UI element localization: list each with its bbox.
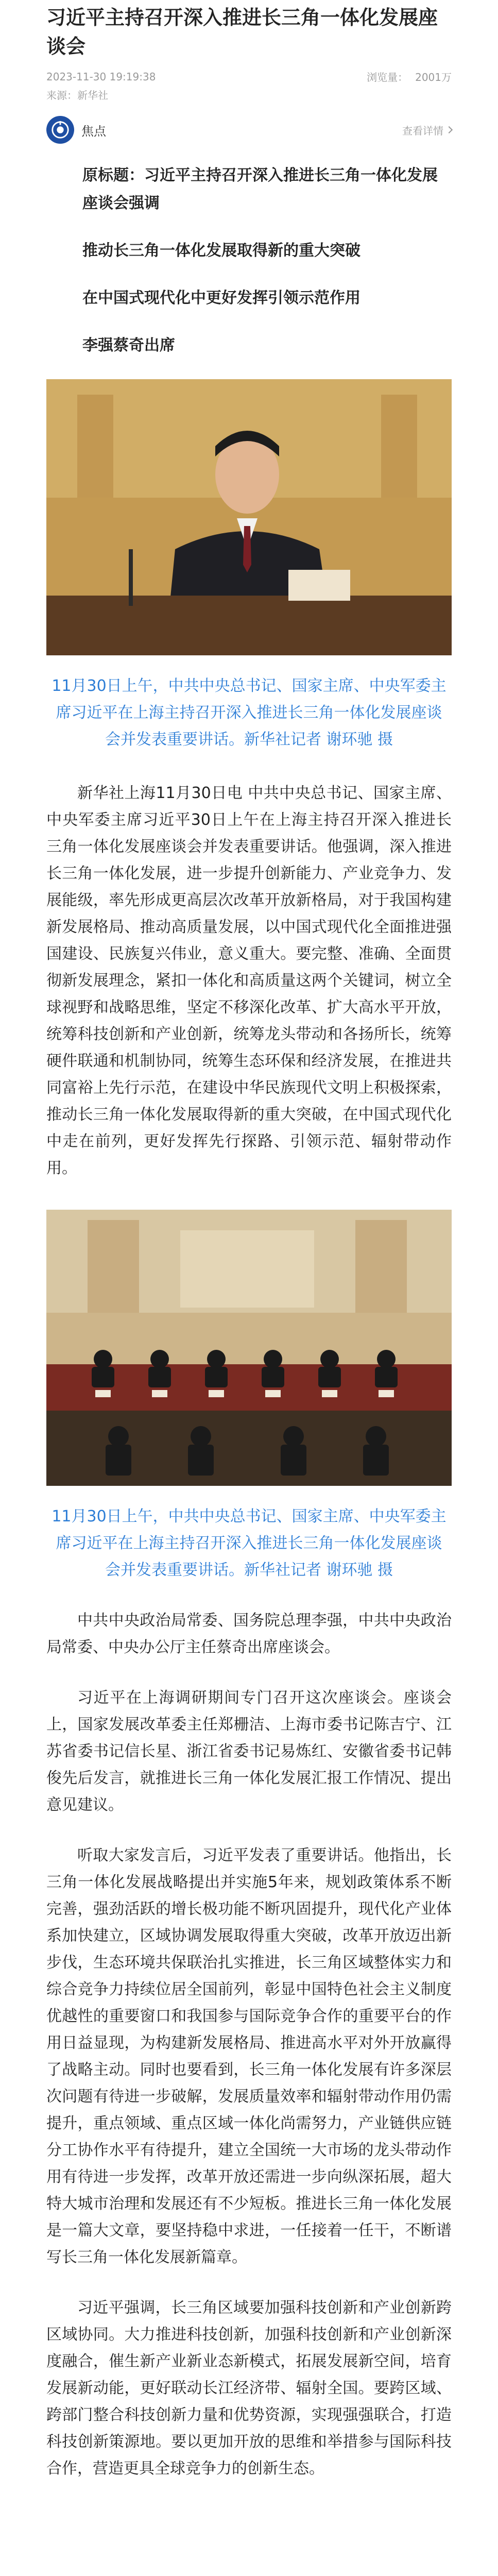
body-paragraph: 习近平在上海调研期间专门召开这次座谈会。座谈会上，国家发展改革委主任郑栅洁、上海市委书记陈吉宁、江苏省委书记信长星、浙江省委书记易炼红、安徽省委书记韩俊先后发言，就推进长三角一体化发展汇报工作情况、提出意见建议。 [46, 1689, 452, 1814]
spacer [46, 1182, 452, 1205]
meeting-room-photo-illustration [46, 1210, 452, 1486]
body-paragraph: 新华社上海11月30日电 中共中央总书记、国家主席、中央军委主席习近平30日上午在上海主持召开深入推进长三角一体化发展座谈会并发表重要讲话。他强调，深入推进长三角一体化发展，进一步提升创新能力、产业竞争力、发展能级，率先形成更高层次改革开放新格局，对于我国构建新发展格局、推动高质量发展，以中国式现代化全面推进强国建设、民族复兴伟业，意义重大。要完整、准确、全面贯彻新发展理念，紧扣一体化和高质量这两个关键词，树立全球视野和战略思维，坚定不移深化改革、扩大高水平开放，统筹科技创新和产业创新，统筹龙头带动和各扬所长，统筹硬件联通和机制协同，统筹生态环保和经济发展，在推进共同富裕上先行示范，在建设中华民族现代文明上积极探索，推动长三角一体化发展取得新的重大突破，在中国式现代化中走在前列，更好发挥先行探路、引领示范、辐射带动作用。 [46, 784, 452, 1177]
meta-left [46, 71, 156, 83]
body-paragraph: 听取大家发言后，习近平发表了重要讲话。他指出，长三角一体化发展战略提出并实施5年来，规划政策体系不断完善，强劲活跃的增长极功能不断巩固提升，现代化产业体系加快建立，区域协调发展取得重大突破，改革开放迈出新步伐，生态环境共保联治扎实推进，长三角区域整体实力和综合竞争力持续位居全国前列，彰显中国特色社会主义制度优越性的重要窗口和我国参与国际竞争合作的重要平台的作用日益显现，为构建新发展格局、推进高水平对外开放赢得了战略主动。同时也要看到，长三角一体化发展有许多深层次问题有待进一步破解，发展质量效率和辐射带动作用仍需提升，重点领域、重点区域一体化尚需努力，产业链供应链分工协作水平有待提升，建立全国统一大市场的龙头带动作用有待进一步发挥，改革开放还需进一步向纵深拓展，超大特大城市治理和发展还有不少短板。推进长三角一体化发展是一篇大文章，要坚持稳中求进，一任接着一任干，不断谱写长三角一体化发展新篇章。 [46, 1846, 452, 2266]
news-photo [46, 379, 452, 655]
author-avatar[interactable] [46, 116, 74, 144]
speaker-photo-illustration [46, 379, 452, 655]
publish-date: 2023-11-30 19:19:38 [46, 70, 156, 83]
view-details-label[interactable]: 查看详情 [402, 124, 443, 137]
meta-right [367, 69, 452, 84]
body-paragraph: 中共中央政治局常委、国务院总理李强，中共中央政治局常委、中央办公厅主任蔡奇出席座谈会。 [46, 1612, 452, 1656]
article-meta [46, 69, 452, 84]
original-title: 原标题：习近平主持召开深入推进长三角一体化发展座谈会强调 [82, 166, 438, 212]
body-paragraph: 习近平强调，长三角区域要加强科技创新和产业创新跨区域协同。大力推进科技创新，加强科技创新和产业创新深度融合，催生新产业新业态新模式，拓展发展新空间，培育发展新动能，更好联动长江经济带、辐射全国。要跨区域、跨部门整合科技创新力量和优势资源，实现强强联合，打造科技创新策源地。要以更加开放的思维和举措参与国际科技合作，营造更具全球竞争力的创新生态。 [46, 2299, 452, 2478]
source-line [46, 87, 452, 102]
source-name: 新华社 [77, 89, 108, 101]
news-photo [46, 1210, 452, 1486]
photo-caption: 11月30日上午，中共中央总书记、国家主席、中央军委主席习近平在上海主持召开深入推进长三角一体化发展座谈会并发表重要讲话。新华社记者 谢环驰 摄 [51, 677, 447, 749]
headline-subtitle: 推动长三角一体化发展取得新的重大突破 [82, 242, 360, 260]
author-info[interactable] [46, 116, 106, 144]
views-count: 2001万 [415, 71, 452, 83]
headline-subtitle: 李强蔡奇出席 [82, 336, 175, 354]
author-row [46, 115, 452, 144]
headline-subtitle: 在中国式现代化中更好发挥引领示范作用 [82, 289, 360, 307]
author-name[interactable]: 焦点 [81, 124, 106, 139]
headline-block [46, 162, 452, 360]
views-label: 浏览量： [367, 71, 408, 83]
article-title: 习近平主持召开深入推进长三角一体化发展座谈会 [46, 6, 438, 58]
view-details-link[interactable] [402, 123, 452, 138]
source-label: 来源： [46, 89, 77, 101]
photo-caption: 11月30日上午，中共中央总书记、国家主席、中央军委主席习近平在上海主持召开深入推进长三角一体化发展座谈会并发表重要讲话。新华社记者 谢环驰 摄 [51, 1507, 447, 1579]
focus-logo-icon [50, 120, 70, 140]
chevron-right-icon [445, 126, 453, 133]
